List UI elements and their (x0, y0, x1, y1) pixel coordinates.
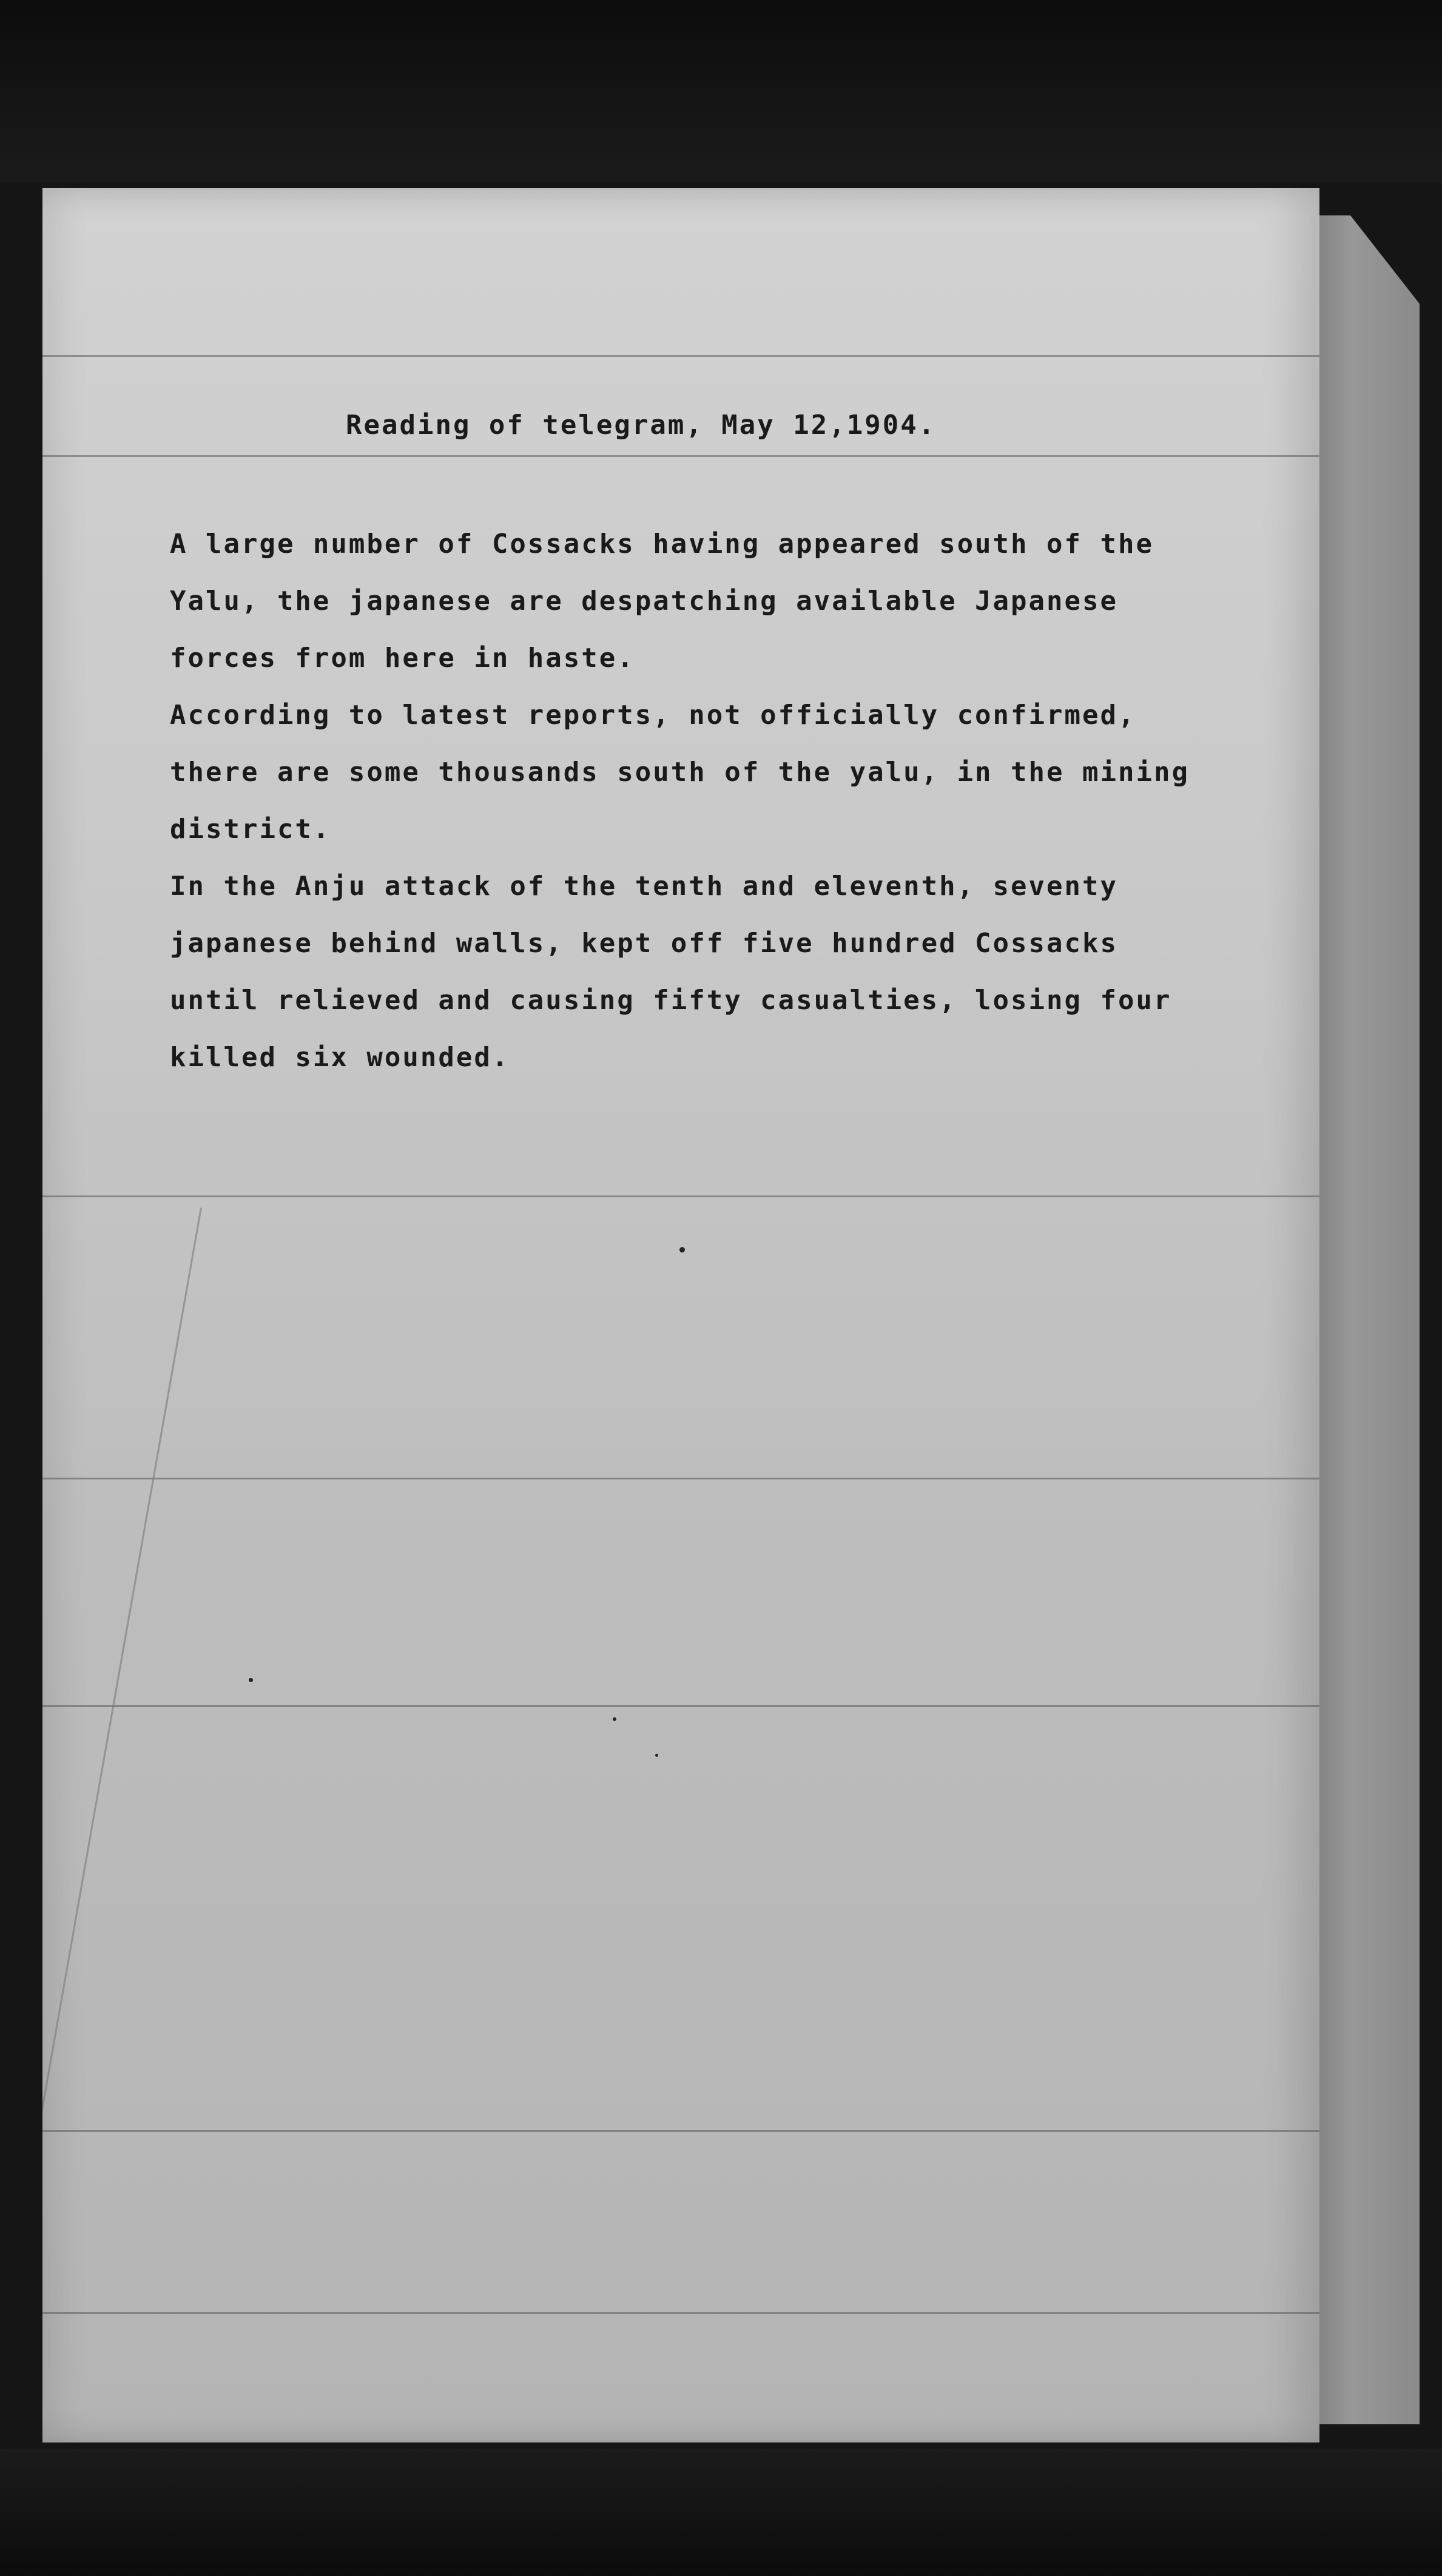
film-border-top (0, 0, 1442, 182)
scan-line (42, 2312, 1319, 2314)
scan-line (42, 2130, 1319, 2132)
document-title: Reading of telegram, May 12,1904. (346, 410, 937, 441)
scan-line (42, 1195, 1319, 1197)
scan-line (42, 1478, 1319, 1479)
text-line: forces from here in haste. (170, 643, 635, 674)
scan-line (42, 1705, 1319, 1707)
underlying-sheet (1304, 215, 1420, 2424)
text-line: japanese behind walls, kept off five hundred Cossacks (170, 928, 1118, 959)
page-crease (42, 1208, 202, 2442)
ink-speck (249, 1678, 253, 1682)
scan-line (42, 355, 1319, 357)
scan-line (42, 455, 1319, 457)
film-border-bottom (0, 2449, 1442, 2576)
text-line: According to latest reports, not officially confirmed, (170, 700, 1136, 731)
text-line: district. (170, 814, 331, 845)
document-page (42, 188, 1319, 2442)
ink-speck (613, 1717, 616, 1721)
text-line: In the Anju attack of the tenth and eleventh, seventy (170, 871, 1118, 902)
ink-speck (655, 1754, 658, 1757)
text-line: killed six wounded. (170, 1042, 510, 1073)
text-line: there are some thousands south of the yalu, in the mining (170, 757, 1190, 788)
ink-speck (679, 1247, 685, 1253)
telegram-body (170, 516, 1190, 1086)
text-line: Yalu, the japanese are despatching available Japanese (170, 586, 1118, 617)
text-line: until relieved and causing fifty casualties, losing four (170, 985, 1172, 1016)
text-line: A large number of Cossacks having appeared south of the (170, 529, 1154, 559)
